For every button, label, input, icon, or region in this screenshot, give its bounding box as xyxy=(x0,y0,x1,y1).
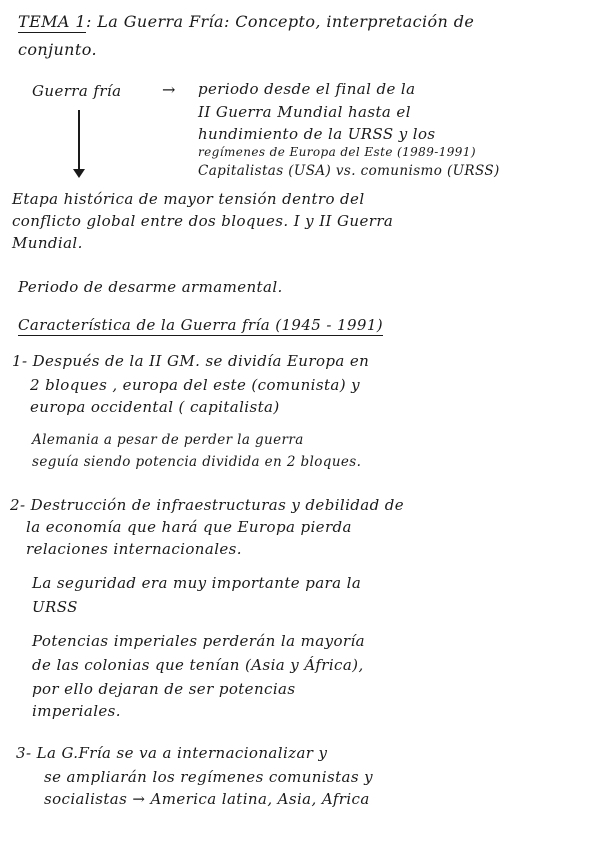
title-line-2: conjunto. xyxy=(18,40,97,59)
section-heading-text: Característica de la Guerra fría (1945 - 1991) xyxy=(18,316,384,334)
definition-line: regímenes de Europa del Este (1989-1991) xyxy=(198,145,476,159)
point-3-line: se ampliarán los regímenes comunistas y xyxy=(44,768,374,786)
etapa-line: Mundial. xyxy=(12,234,83,252)
point-3-line: 3- La G.Fría se va a internacionalizar y xyxy=(16,744,328,762)
etapa-line: conflicto global entre dos bloques. I y II Guerra xyxy=(12,212,394,230)
down-arrow-icon xyxy=(78,110,80,170)
point-2-line: relaciones internacionales. xyxy=(26,540,242,558)
point-1-line: europa occidental ( capitalista) xyxy=(30,398,280,416)
point-2-sub-line: URSS xyxy=(32,598,78,616)
definition-line: Capitalistas (USA) vs. comunismo (URSS) xyxy=(198,163,500,179)
definition-term: Guerra fría xyxy=(32,82,122,100)
tema-label: TEMA 1 xyxy=(18,12,86,31)
point-1-line: 1- Después de la II GM. se dividía Europa en xyxy=(12,352,370,370)
definition-line: II Guerra Mundial hasta el xyxy=(198,103,411,121)
point-2-line: 2- Destrucción de infraestructuras y debilidad de xyxy=(10,496,405,514)
section-heading xyxy=(18,316,383,334)
point-2-sub-line: por ello dejaran de ser potencias xyxy=(32,680,296,698)
point-2-sub-line: imperiales. xyxy=(32,702,121,720)
etapa-line: Etapa histórica de mayor tensión dentro del xyxy=(12,190,365,208)
point-1-sub-line: Alemania a pesar de perder la guerra xyxy=(32,432,304,448)
definition-line: periodo desde el final de la xyxy=(198,80,416,98)
point-2-sub-line: Potencias imperiales perderán la mayoría xyxy=(32,632,365,650)
point-2-sub-line: de las colonias que tenían (Asia y África), xyxy=(32,656,364,674)
point-2-line: la economía que hará que Europa pierda xyxy=(26,518,352,536)
point-1-line: 2 bloques , europa del este (comunista) y xyxy=(30,376,361,394)
definition-line: hundimiento de la URSS y los xyxy=(198,125,436,143)
periodo-line: Periodo de desarme armamental. xyxy=(18,278,283,296)
point-3-line: socialistas → America latina, Asia, Africa xyxy=(44,790,370,808)
right-arrow-icon: → xyxy=(162,80,176,99)
page-title xyxy=(18,12,474,31)
point-1-sub-line: seguía siendo potencia dividida en 2 bloques. xyxy=(32,454,362,470)
title-text: : La Guerra Fría: Concepto, interpretación de xyxy=(85,12,475,31)
point-2-sub-line: La seguridad era muy importante para la xyxy=(32,574,362,592)
